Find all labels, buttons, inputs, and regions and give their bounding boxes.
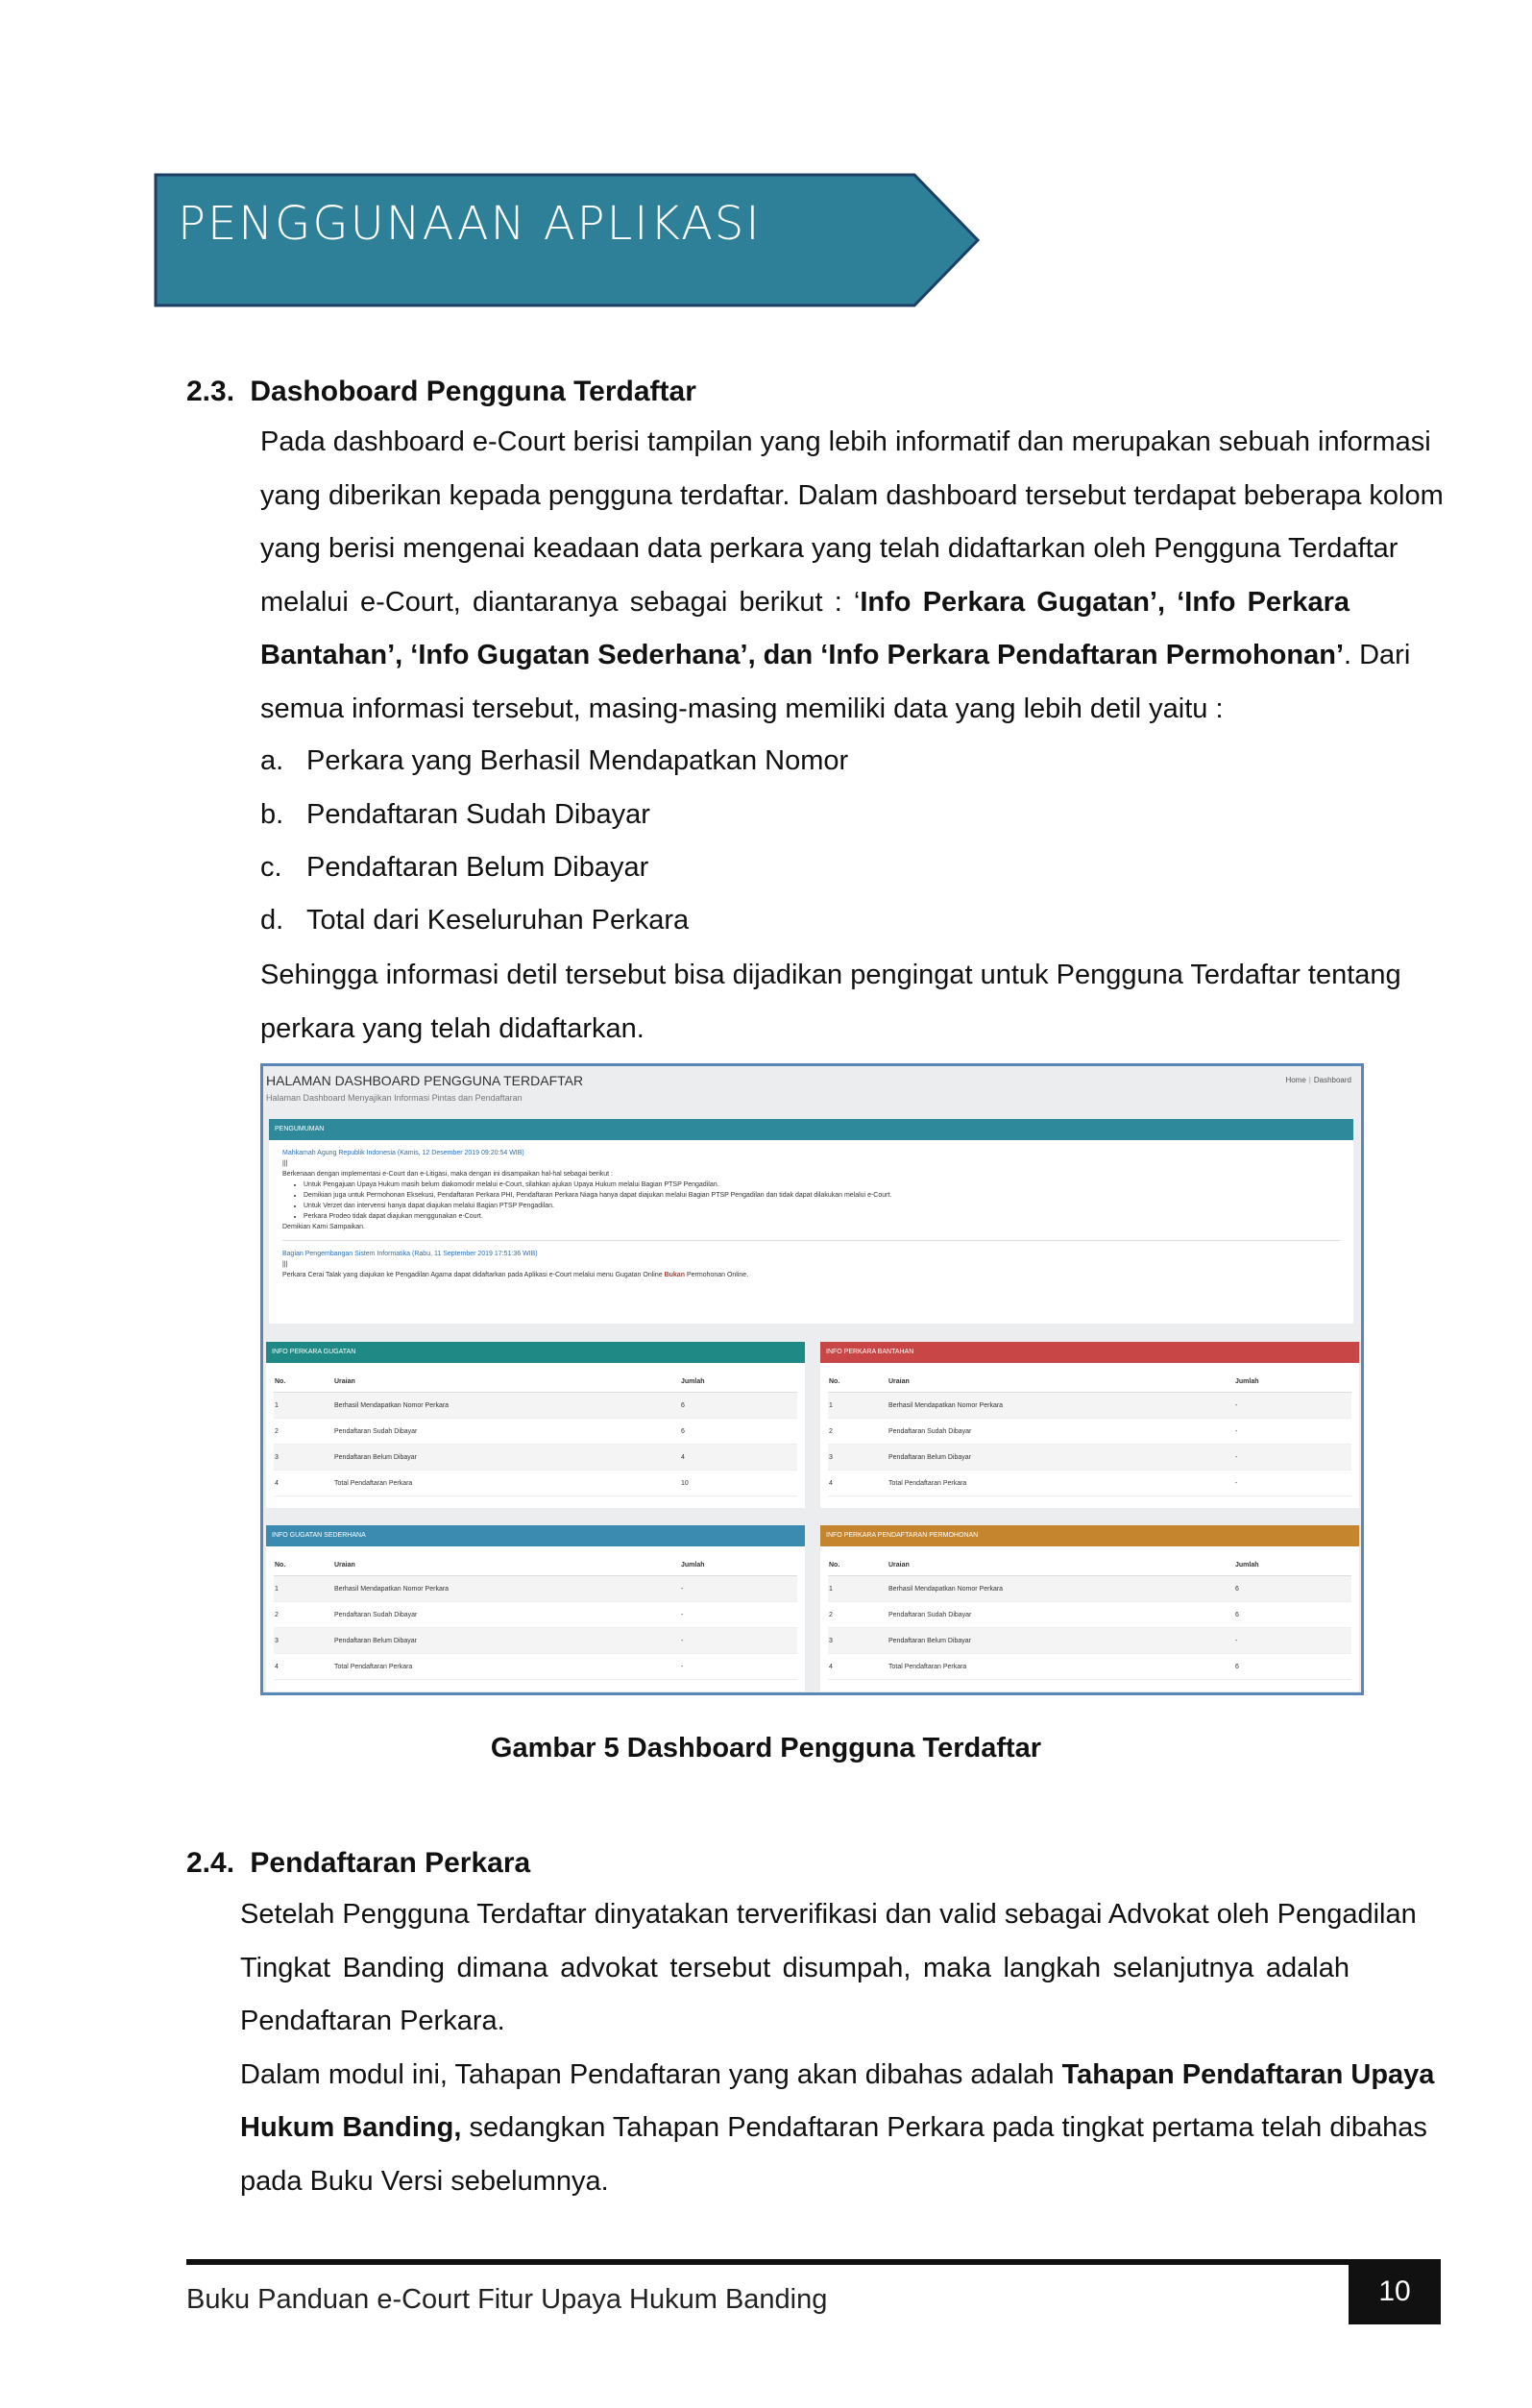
list-item-d — [260, 905, 689, 936]
paragraph-line: Sehingga informasi detil tersebut bisa dijadikan pengingat untuk Pengguna Terdaftar tentang — [260, 960, 1401, 990]
column-header: Uraian — [333, 1554, 680, 1576]
text-run: Permohonan Online. — [686, 1272, 749, 1278]
table-row — [274, 1445, 797, 1471]
table-cell: 10 — [680, 1471, 797, 1496]
panel-info-perkara-bantahan — [820, 1342, 1359, 1508]
table-cell: - — [1234, 1393, 1351, 1419]
table-cell: 1 — [828, 1576, 888, 1602]
table-cell: - — [680, 1654, 797, 1680]
figure-caption: Gambar 5 Dashboard Pengguna Terdaftar — [490, 1733, 1042, 1763]
list-text: Pendaftaran Sudah Dibayar — [306, 799, 650, 830]
section-number: 2.3. — [186, 376, 235, 407]
table-header-row — [828, 1371, 1351, 1393]
column-header: Uraian — [888, 1371, 1234, 1393]
table-cell: 4 — [274, 1471, 333, 1496]
column-header: No. — [274, 1371, 333, 1393]
section-2-4-paragraph — [240, 1888, 1435, 2208]
section-title: Dashoboard Pengguna Terdaftar — [250, 376, 696, 407]
panel-header: INFO GUGATAN SEDERHANA — [266, 1525, 805, 1546]
table-cell: Berhasil Mendapatkan Nomor Perkara — [888, 1576, 1234, 1602]
section-2-4-heading — [186, 1847, 530, 1880]
section-title: Pendaftaran Perkara — [250, 1847, 531, 1879]
table-cell: 4 — [274, 1654, 333, 1680]
panel-table — [828, 1554, 1351, 1680]
table-cell: Pendaftaran Belum Dibayar — [888, 1628, 1234, 1654]
panel-info-perkara-pendaftaran-permohonan — [820, 1525, 1359, 1691]
panel-table — [828, 1371, 1351, 1496]
table-cell: 4 — [680, 1445, 797, 1471]
paragraph-line — [240, 2102, 1427, 2155]
list-text: Total dari Keseluruhan Perkara — [306, 905, 690, 936]
column-header: No. — [274, 1554, 333, 1576]
closing-paragraph — [260, 949, 1401, 1056]
dashboard-title: HALAMAN DASHBOARD PENGGUNA TERDAFTAR — [266, 1073, 584, 1088]
bold-run: Tahapan Pendaftaran Upaya — [1061, 2058, 1435, 2090]
table-cell: Total Pendaftaran Perkara — [333, 1471, 680, 1496]
table-header-row — [274, 1371, 797, 1393]
table-cell: 3 — [828, 1445, 888, 1471]
table-cell: 4 — [828, 1471, 888, 1496]
announcement-bullets — [282, 1180, 1340, 1222]
table-cell: 1 — [828, 1393, 888, 1419]
dashboard-screenshot — [260, 1063, 1364, 1695]
table-cell: Pendaftaran Sudah Dibayar — [888, 1602, 1234, 1628]
table-cell: 1 — [274, 1576, 333, 1602]
text-run: Dalam modul ini, Tahapan Pendaftaran yang akan dibahas adalah — [240, 2058, 1062, 2090]
table-cell: 2 — [828, 1419, 888, 1445]
table-cell: - — [1234, 1471, 1351, 1496]
breadcrumb-separator: | — [1308, 1076, 1311, 1084]
footer-rule — [186, 2259, 1395, 2265]
announcement-bullet: • Demikian juga untuk Permohonan Eksekusi, Pendaftaran Perkara PHI, Pendaftaran Perkara Niaga hanya dapat diajukan melalui Bagian PTSP Pengadilan dan tidak dapat dilakukan melalui e-Court. — [304, 1190, 1340, 1201]
table-cell: Pendaftaran Belum Dibayar — [333, 1628, 680, 1654]
table-cell: 6 — [1234, 1602, 1351, 1628]
table-row — [274, 1602, 797, 1628]
bold-run: Info Perkara Gugatan’, ‘Info Perkara — [860, 586, 1350, 618]
paragraph-line — [260, 576, 1350, 630]
table-cell: - — [1234, 1419, 1351, 1445]
table-cell: 4 — [828, 1654, 888, 1680]
table-row — [274, 1628, 797, 1654]
list-marker: c. — [260, 852, 282, 883]
text-run: melalui e-Court, diantaranya sebagai berikut : ‘ — [260, 586, 861, 618]
panel-info-gugatan-sederhana — [266, 1525, 805, 1691]
table-cell: - — [1234, 1445, 1351, 1471]
paragraph-line: pada Buku Versi sebelumnya. — [240, 2165, 609, 2197]
breadcrumb — [1285, 1076, 1351, 1084]
paragraph-line: yang berisi mengenai keadaan data perkara yang telah didaftarkan oleh Pengguna Terdaftar — [260, 533, 1398, 564]
panel-header: INFO PERKARA PENDAFTARAN PERMOHONAN — [820, 1525, 1359, 1546]
table-cell: Pendaftaran Belum Dibayar — [888, 1445, 1234, 1471]
column-header: Jumlah — [1234, 1371, 1351, 1393]
table-cell: Berhasil Mendapatkan Nomor Perkara — [333, 1393, 680, 1419]
table-row — [274, 1419, 797, 1445]
table-row — [274, 1393, 797, 1419]
table-row — [828, 1419, 1351, 1445]
paragraph-line: Pada dashboard e-Court berisi tampilan yang lebih informatif dan merupakan sebuah informasi — [260, 426, 1431, 457]
bold-run: Bantahan’, ‘Info Gugatan Sederhana’, dan ‘Info Perkara Pendaftaran Permohonan’ — [260, 640, 1344, 670]
table-cell: Pendaftaran Sudah Dibayar — [333, 1419, 680, 1445]
text-run: Perkara Cerai Talak yang diajukan ke Pengadilan Agama dapat didaftarkan pada Aplikasi e-Court melalui menu Gugatan Online — [282, 1272, 663, 1278]
panel-header: INFO PERKARA GUGATAN — [266, 1342, 805, 1363]
breadcrumb-home[interactable]: Home — [1285, 1076, 1306, 1084]
section-number: 2.4. — [186, 1847, 235, 1879]
paragraph-line: Pendaftaran Perkara. — [240, 2006, 505, 2036]
paragraph-line — [240, 2049, 1435, 2103]
table-cell: 2 — [274, 1419, 333, 1445]
announcement-bullet: • Untuk Pengajuan Upaya Hukum masih belum diakomodir melalui e-Court, silahkan ajukan Upaya Hukum melalui Bagian PTSP Pengadilan. — [304, 1180, 1340, 1190]
announcement-header: PENGUMUMAN — [269, 1119, 1353, 1140]
panel-info-perkara-gugatan — [266, 1342, 805, 1508]
table-cell: 3 — [274, 1445, 333, 1471]
footer-text: Buku Panduan e-Court Fitur Upaya Hukum Banding — [186, 2284, 828, 2315]
table-row — [828, 1393, 1351, 1419]
announcement-text — [282, 1270, 1340, 1280]
table-row — [828, 1602, 1351, 1628]
table-header-row — [828, 1554, 1351, 1576]
table-row — [828, 1654, 1351, 1680]
page-number: 10 — [1349, 2259, 1441, 2324]
banner-title: PENGGUNAAN APLIKASI — [178, 197, 762, 251]
paragraph-line: perkara yang telah didaftarkan. — [260, 1012, 644, 1044]
table-row — [828, 1628, 1351, 1654]
table-cell: Berhasil Mendapatkan Nomor Perkara — [333, 1576, 680, 1602]
section-2-3-heading — [186, 376, 696, 408]
table-cell: 6 — [680, 1393, 797, 1419]
list-marker: b. — [260, 799, 284, 830]
section-2-3-paragraph — [260, 416, 1444, 736]
table-cell: Pendaftaran Sudah Dibayar — [333, 1602, 680, 1628]
announcement-bullet: • Untuk Verzet dan intervensi hanya dapat diajukan melalui Bagian PTSP Pengadilan. — [304, 1201, 1340, 1211]
table-cell: 1 — [274, 1393, 333, 1419]
list-marker: d. — [260, 905, 284, 936]
text-run: . Dari — [1344, 640, 1411, 670]
announcement-panel — [269, 1119, 1353, 1324]
table-header-row — [274, 1554, 797, 1576]
panel-header: INFO PERKARA BANTAHAN — [820, 1342, 1359, 1363]
table-cell: 6 — [680, 1419, 797, 1445]
table-cell: 6 — [1234, 1576, 1351, 1602]
bold-run: Hukum Banding, — [240, 2112, 462, 2143]
table-row — [274, 1654, 797, 1680]
table-cell: - — [1234, 1628, 1351, 1654]
paragraph-line — [260, 629, 1411, 683]
table-cell: 3 — [274, 1628, 333, 1654]
table-row — [828, 1471, 1351, 1496]
column-header: No. — [828, 1371, 888, 1393]
column-header: Uraian — [888, 1554, 1234, 1576]
table-cell: Total Pendaftaran Perkara — [333, 1654, 680, 1680]
table-row — [828, 1445, 1351, 1471]
table-cell: 3 — [828, 1628, 888, 1654]
table-cell: 6 — [1234, 1654, 1351, 1680]
paragraph-line: Tingkat Banding dimana advokat tersebut disumpah, maka langkah selanjutnya adalah — [240, 1952, 1350, 1983]
panel-table — [274, 1554, 797, 1680]
table-cell: 2 — [828, 1602, 888, 1628]
table-cell: 2 — [274, 1602, 333, 1628]
table-row — [274, 1471, 797, 1496]
table-cell: - — [680, 1576, 797, 1602]
table-cell: Total Pendaftaran Perkara — [888, 1471, 1234, 1496]
column-header: Uraian — [333, 1371, 680, 1393]
dashboard-subtitle: Halaman Dashboard Menyajikan Informasi Pintas dan Pendaftaran — [266, 1093, 523, 1103]
paragraph-line: semua informasi tersebut, masing-masing memiliki data yang lebih detil yaitu : — [260, 693, 1224, 724]
table-row — [274, 1576, 797, 1602]
table-cell: - — [680, 1602, 797, 1628]
list-item-a — [260, 745, 848, 777]
column-header: Jumlah — [1234, 1554, 1351, 1576]
list-text: Perkara yang Berhasil Mendapatkan Nomor — [306, 745, 849, 776]
table-cell: Total Pendaftaran Perkara — [888, 1654, 1234, 1680]
announcement-item-title[interactable]: Mahkamah Agung Republik Indonesia (Kamis, 12 Desember 2019 09:20:54 WIB) — [282, 1150, 524, 1156]
table-row — [828, 1576, 1351, 1602]
table-cell: Pendaftaran Sudah Dibayar — [888, 1419, 1234, 1445]
breadcrumb-current: Dashboard — [1313, 1076, 1351, 1084]
emphasis-run: Bukan — [664, 1272, 685, 1278]
announcement-separator: ||| — [282, 1261, 288, 1268]
list-item-c — [260, 852, 648, 884]
table-cell: - — [680, 1628, 797, 1654]
list-text: Pendaftaran Belum Dibayar — [306, 852, 649, 883]
paragraph-line: Setelah Pengguna Terdaftar dinyatakan terverifikasi dan valid sebagai Advokat oleh Pengadilan — [240, 1899, 1417, 1930]
announcement-closing: Demikian Kami Sampaikan. — [282, 1224, 365, 1230]
announcement-divider — [282, 1240, 1340, 1241]
announcement-bullet: • Perkara Prodeo tidak dapat diajukan menggunakan e-Court. — [304, 1211, 1340, 1222]
column-header: No. — [828, 1554, 888, 1576]
column-header: Jumlah — [680, 1554, 797, 1576]
table-cell: Pendaftaran Belum Dibayar — [333, 1445, 680, 1471]
announcement-intro: Berkenaan dengan implementasi e-Court dan e-Litigasi, maka dengan ini disampaikan hal-hal sebagai berikut : — [282, 1171, 613, 1178]
text-run: sedangkan Tahapan Pendaftaran Perkara pada tingkat pertama telah dibahas — [461, 2112, 1427, 2143]
paragraph-line: yang diberikan kepada pengguna terdaftar. Dalam dashboard tersebut terdapat beberapa kolom — [260, 479, 1444, 511]
column-header: Jumlah — [680, 1371, 797, 1393]
list-marker: a. — [260, 745, 284, 776]
table-cell: Berhasil Mendapatkan Nomor Perkara — [888, 1393, 1234, 1419]
announcement-separator: ||| — [282, 1160, 288, 1167]
announcement-item-title[interactable]: Bagian Pengembangan Sistem Informatika (Rabu, 11 September 2019 17:51:36 WIB) — [282, 1251, 538, 1257]
panel-table — [274, 1371, 797, 1496]
list-item-b — [260, 799, 650, 831]
announcement-body — [269, 1140, 1353, 1288]
